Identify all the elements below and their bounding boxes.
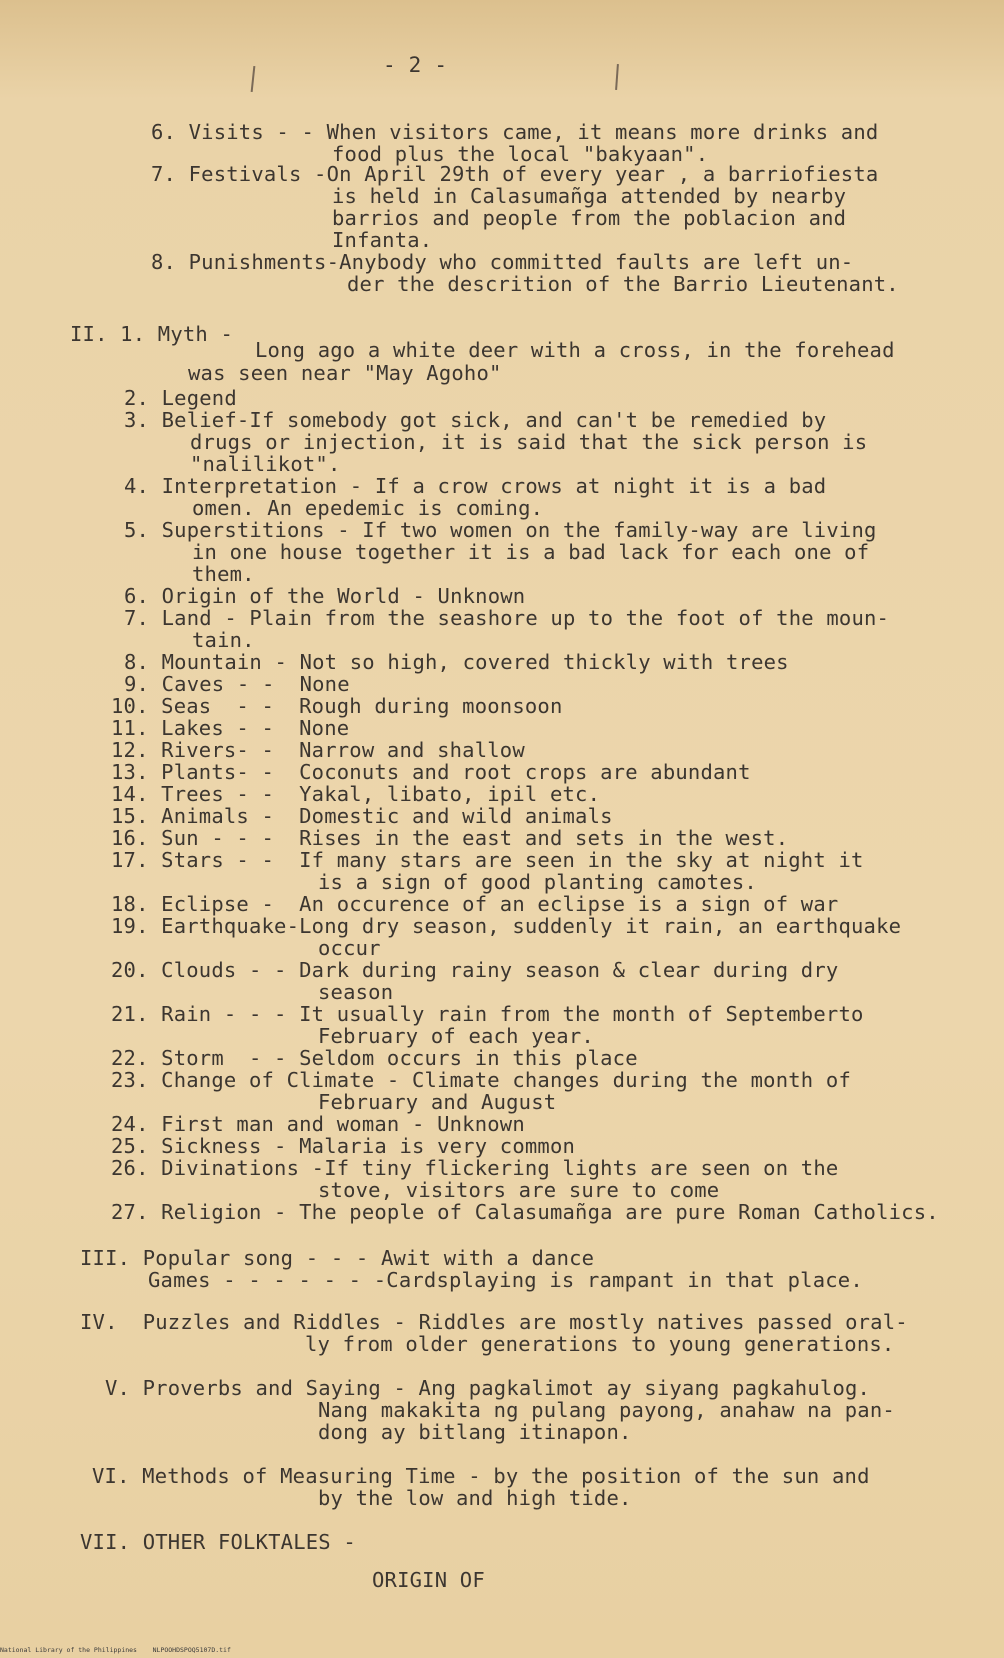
text-line: 24. First man and woman - Unknown <box>111 1112 525 1136</box>
text-line: food plus the local "bakyaan". <box>332 142 709 166</box>
text-line: 16. Sun - - - Rises in the east and sets in the west. <box>111 826 789 850</box>
text-line: is a sign of good planting camotes. <box>318 870 757 894</box>
text-line: 26. Divinations -If tiny flickering lights are seen on the <box>111 1156 839 1180</box>
text-line: 14. Trees - - Yakal, libato, ipil etc. <box>111 782 601 806</box>
text-line: occur <box>318 936 381 960</box>
text-line: drugs or injection, it is said that the sick person is <box>190 430 868 454</box>
text-line: stove, visitors are sure to come <box>318 1178 720 1202</box>
text-line: them. <box>192 562 255 586</box>
text-line: 18. Eclipse - An occurence of an eclipse is a sign of war <box>111 892 839 916</box>
text-line: der the descrition of the Barrio Lieutenant. <box>347 272 899 296</box>
text-line: 10. Seas - - Rough during moonsoon <box>111 694 563 718</box>
text-line: 13. Plants- - Coconuts and root crops are abundant <box>111 760 751 784</box>
text-line: 2. Legend <box>124 386 237 410</box>
text-line: was seen near "May Agoho" <box>188 361 502 385</box>
text-line: 27. Religion - The people of Calasumañga are pure Roman Catholics. <box>111 1200 939 1224</box>
ink-mark <box>251 66 256 92</box>
text-line: 25. Sickness - Malaria is very common <box>111 1134 576 1158</box>
text-line: February and August <box>318 1090 557 1114</box>
text-line: is held in Calasumañga attended by nearby <box>332 184 847 208</box>
section-heading: VII. OTHER FOLKTALES - <box>80 1530 356 1554</box>
text-line: omen. An epedemic is coming. <box>192 496 544 520</box>
text-line: ly from older generations to young generations. <box>305 1332 895 1356</box>
text-line: 19. Earthquake-Long dry season, suddenly it rain, an earthquake <box>111 914 902 938</box>
section-heading: VI. Methods of Measuring Time - by the position of the sun and <box>92 1464 870 1488</box>
text-line: Infanta. <box>332 228 433 252</box>
text-line: 22. Storm - - Seldom occurs in this place <box>111 1046 638 1070</box>
text-line: 8. Mountain - Not so high, covered thickly with trees <box>124 650 789 674</box>
text-line: 20. Clouds - - Dark during rainy season & clear during dry <box>111 958 839 982</box>
text-line: 9. Caves - - None <box>124 672 350 696</box>
text-line: 5. Superstitions - If two women on the family-way are living <box>124 518 877 542</box>
text-line: Games - - - - - - -Cardsplaying is rampant in that place. <box>148 1268 863 1292</box>
text-line: February of each year. <box>318 1024 594 1048</box>
text-line: 4. Interpretation - If a crow crows at night it is a bad <box>124 474 827 498</box>
text-line: 6. Visits - - When visitors came, it means more drinks and <box>151 120 879 144</box>
text-line: ORIGIN OF <box>372 1568 485 1592</box>
text-line: dong ay bitlang itinapon. <box>318 1420 632 1444</box>
ink-mark <box>615 64 619 90</box>
text-line: 15. Animals - Domestic and wild animals <box>111 804 613 828</box>
text-line: 23. Change of Climate - Climate changes during the month of <box>111 1068 851 1092</box>
text-line: 8. Punishments-Anybody who committed faults are left un- <box>151 250 854 274</box>
text-line: season <box>318 980 394 1004</box>
text-line: 11. Lakes - - None <box>111 716 350 740</box>
text-line: 12. Rivers- - Narrow and shallow <box>111 738 525 762</box>
text-line: 7. Festivals -On April 29th of every year , a barriofiesta <box>151 162 879 186</box>
section-heading: V. Proverbs and Saying - Ang pagkalimot ay siyang pagkahulog. <box>105 1376 871 1400</box>
text-line: tain. <box>192 628 255 652</box>
text-line: 21. Rain - - - It usually rain from the month of Septemberto <box>111 1002 864 1026</box>
text-line: by the low and high tide. <box>318 1486 632 1510</box>
text-line: 17. Stars - - If many stars are seen in the sky at night it <box>111 848 864 872</box>
text-line: in one house together it is a bad lack for each one of <box>192 540 870 564</box>
section-heading: III. Popular song - - - Awit with a dance <box>80 1246 595 1270</box>
text-line: "nalilikot". <box>190 452 341 476</box>
text-line: 7. Land - Plain from the seashore up to the foot of the moun- <box>124 606 890 630</box>
section-heading: II. 1. Myth - <box>70 322 234 346</box>
text-line: barrios and people from the poblacion and <box>332 206 847 230</box>
section-heading: IV. Puzzles and Riddles - Riddles are mostly natives passed oral- <box>80 1310 908 1334</box>
text-line: Nang makakita ng pulang payong, anahaw na pan- <box>318 1398 895 1422</box>
page-number: - 2 - <box>383 53 448 77</box>
text-line: Long ago a white deer with a cross, in the forehead <box>255 338 895 362</box>
scan-footer: National Library of the Philippines NLPOOHDSPOQ5107D.tif <box>0 1646 231 1654</box>
text-line: 3. Belief-If somebody got sick, and can't be remedied by <box>124 408 827 432</box>
text-line: 6. Origin of the World - Unknown <box>124 584 526 608</box>
